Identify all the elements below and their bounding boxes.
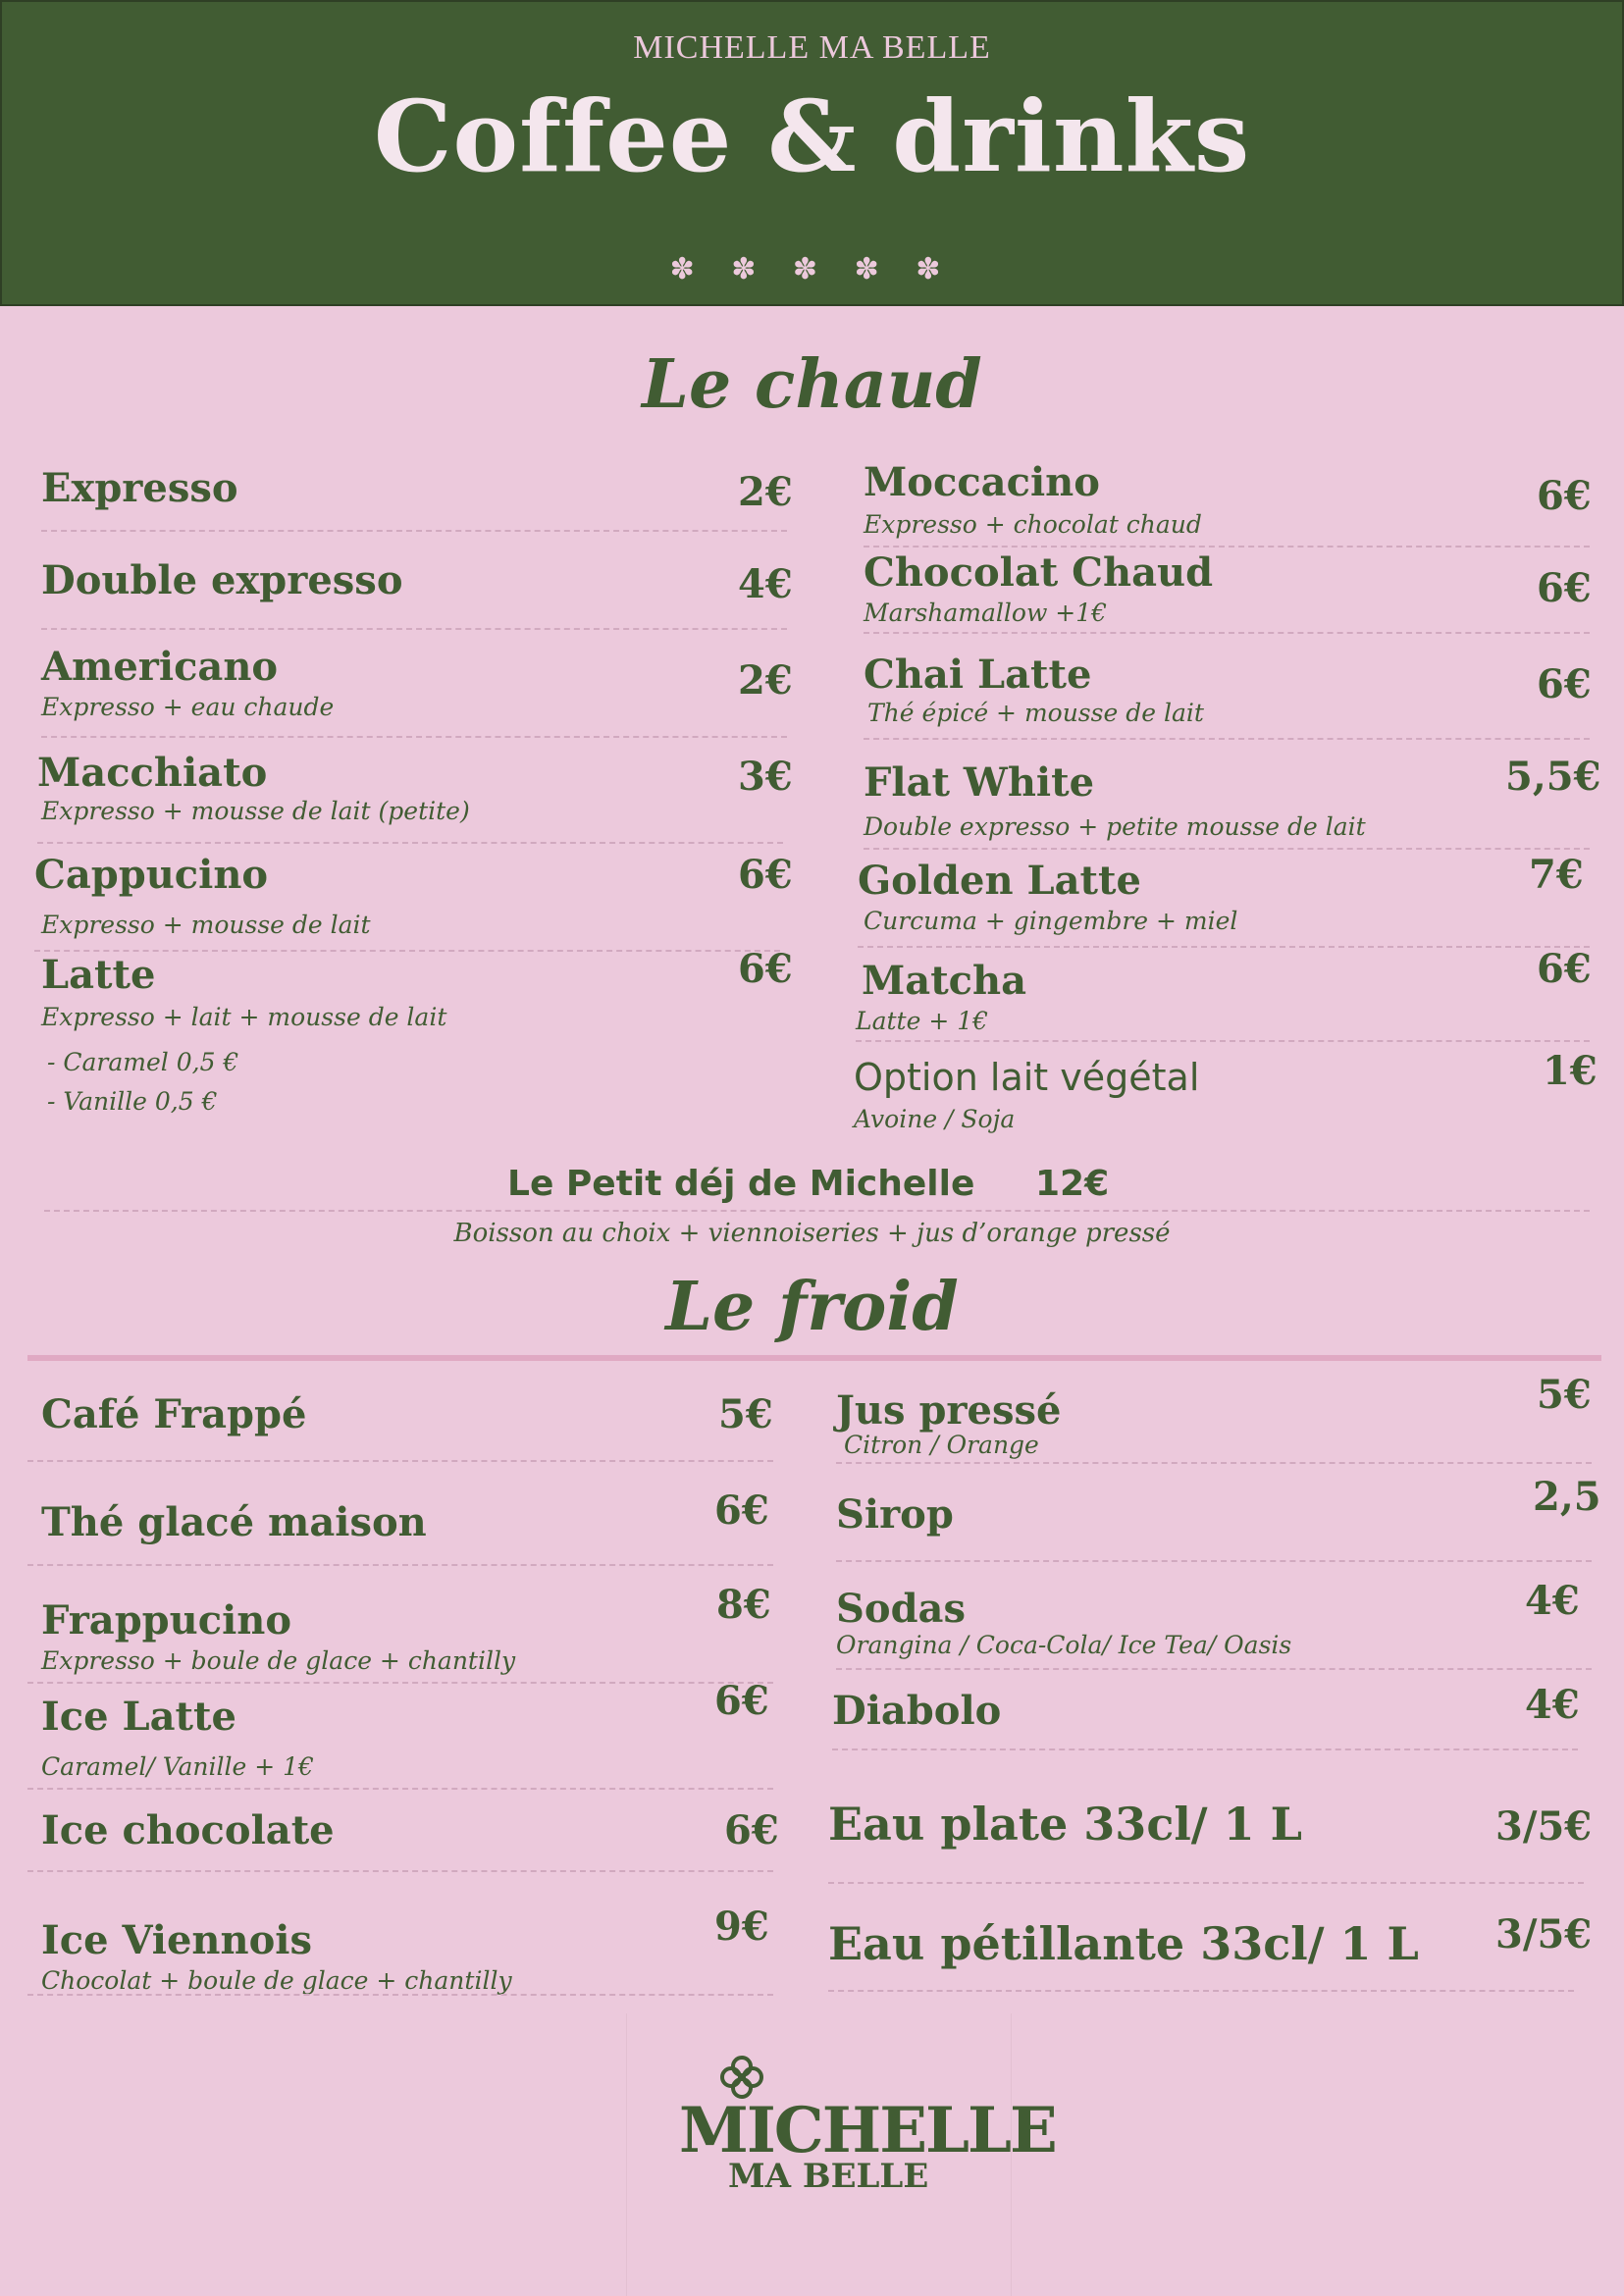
latte-option-vanille: - Vanille 0,5 € [47, 1087, 218, 1116]
item-price: 6€ [738, 852, 793, 898]
item-description: Expresso + mousse de lait (petite) [41, 797, 470, 825]
dotted-divider [27, 1788, 773, 1790]
item-name: Ice chocolate [41, 1807, 335, 1853]
item-price: 6€ [738, 946, 793, 992]
item-name: Thé glacé maison [41, 1499, 427, 1545]
item-price: 6€ [724, 1807, 779, 1853]
item-description: Marshamallow +1€ [864, 599, 1108, 627]
dotted-divider [858, 946, 1590, 948]
dotted-divider [27, 1870, 773, 1872]
item-name: Chocolat Chaud [864, 549, 1214, 596]
item-price: 1€ [1543, 1048, 1598, 1094]
item-name: Eau pétillante 33cl/ 1 L [828, 1917, 1419, 1970]
item-name: Golden Latte [858, 858, 1141, 904]
dotted-divider [41, 628, 787, 630]
item-description: Curcuma + gingembre + miel [864, 907, 1238, 935]
item-name: Frappucino [41, 1597, 292, 1644]
dotted-divider [27, 1682, 773, 1684]
petit-dej-name: Le Petit déj de Michelle [507, 1164, 975, 1204]
dotted-divider [864, 848, 1590, 850]
item-name: Latte [41, 952, 156, 998]
item-price: 3/5€ [1495, 1911, 1593, 1957]
item-price: 2€ [738, 469, 793, 515]
item-price: 5,5€ [1505, 754, 1601, 800]
dotted-divider [37, 842, 783, 844]
item-price: 3€ [738, 754, 793, 800]
dotted-divider [864, 738, 1590, 740]
dotted-divider [44, 1210, 1590, 1212]
item-price: 2,5 [1533, 1474, 1601, 1520]
item-name: Ice Viennois [41, 1917, 312, 1963]
item-description: Avoine / Soja [854, 1105, 1016, 1133]
item-description: Expresso + eau chaude [41, 693, 335, 721]
item-description: Expresso + chocolat chaud [864, 510, 1202, 539]
page-title: Coffee & drinks [373, 78, 1251, 194]
item-name: Moccacino [864, 459, 1100, 505]
item-name: Jus pressé [836, 1387, 1062, 1434]
item-price: 6€ [714, 1487, 769, 1534]
item-name: Sirop [836, 1491, 954, 1538]
item-price: 7€ [1529, 852, 1584, 898]
item-name: Sodas [836, 1586, 966, 1632]
item-price: 2€ [738, 657, 793, 704]
item-price: 5€ [1537, 1372, 1592, 1418]
item-price: 9€ [714, 1904, 769, 1950]
logo-wordmark-ma-belle: MA BELLE [728, 2157, 929, 2196]
dotted-divider [836, 1668, 1592, 1670]
item-name: Double expresso [41, 557, 403, 603]
brand-name: MICHELLE MA BELLE [633, 29, 991, 66]
dotted-divider [864, 632, 1590, 634]
item-description: Caramel/ Vanille + 1€ [41, 1752, 314, 1781]
petit-dej-price: 12€ [1035, 1164, 1110, 1204]
item-price: 4€ [738, 561, 793, 607]
dotted-divider [836, 1462, 1592, 1464]
dotted-divider [41, 736, 787, 738]
item-name: Option lait végétal [854, 1056, 1200, 1099]
dotted-divider [27, 1564, 773, 1566]
item-price: 6€ [1537, 946, 1592, 992]
item-name: Diabolo [832, 1688, 1002, 1734]
section-title-chaud: Le chaud [642, 345, 982, 424]
item-description: Thé épicé + mousse de lait [867, 699, 1204, 727]
dotted-divider [864, 546, 1590, 548]
section-title-froid: Le froid [665, 1268, 959, 1346]
dotted-divider [856, 1040, 1590, 1042]
dotted-divider [836, 1560, 1592, 1562]
item-price: 6€ [1537, 565, 1592, 611]
item-price: 6€ [714, 1678, 769, 1724]
section-divider [27, 1355, 1601, 1361]
item-name: Chai Latte [864, 652, 1092, 698]
star-divider: ✽ ✽ ✽ ✽ ✽ [669, 252, 955, 287]
item-description: Citron / Orange [844, 1431, 1039, 1459]
logo-wordmark-michelle: MICHELLE [679, 2094, 1056, 2167]
dotted-divider [27, 1994, 773, 1996]
item-description: Expresso + boule de glace + chantilly [41, 1646, 516, 1675]
item-name: Flat White [864, 759, 1095, 806]
dotted-divider [828, 1882, 1584, 1884]
dotted-divider [27, 1460, 773, 1462]
item-description: Chocolat + boule de glace + chantilly [41, 1966, 512, 1995]
latte-option-caramel: - Caramel 0,5 € [47, 1048, 239, 1076]
item-name: Americano [41, 644, 279, 690]
item-price: 3/5€ [1495, 1803, 1593, 1850]
dotted-divider [832, 1748, 1578, 1750]
item-name: Ice Latte [41, 1694, 236, 1740]
item-price: 4€ [1525, 1682, 1580, 1728]
dotted-divider [41, 530, 787, 532]
dotted-divider [828, 1990, 1574, 1992]
item-description: Latte + 1€ [856, 1007, 989, 1035]
item-price: 5€ [718, 1391, 773, 1437]
header-banner [0, 0, 1624, 306]
item-name: Macchiato [37, 750, 268, 796]
item-name: Expresso [41, 465, 238, 511]
item-description: Orangina / Coca-Cola/ Ice Tea/ Oasis [836, 1631, 1292, 1659]
item-name: Eau plate 33cl/ 1 L [828, 1798, 1302, 1851]
item-price: 8€ [716, 1582, 771, 1628]
item-price: 6€ [1537, 661, 1592, 707]
item-description: Expresso + lait + mousse de lait [41, 1003, 447, 1031]
item-description: Expresso + mousse de lait [41, 911, 371, 939]
item-name: Matcha [862, 958, 1027, 1004]
petit-dej-description: Boisson au choix + viennoiseries + jus d’orange pressé [453, 1219, 1171, 1248]
item-description: Double expresso + petite mousse de lait [864, 812, 1366, 841]
item-name: Café Frappé [41, 1391, 307, 1437]
item-name: Cappucino [34, 852, 269, 898]
item-price: 6€ [1537, 473, 1592, 519]
item-price: 4€ [1525, 1578, 1580, 1624]
